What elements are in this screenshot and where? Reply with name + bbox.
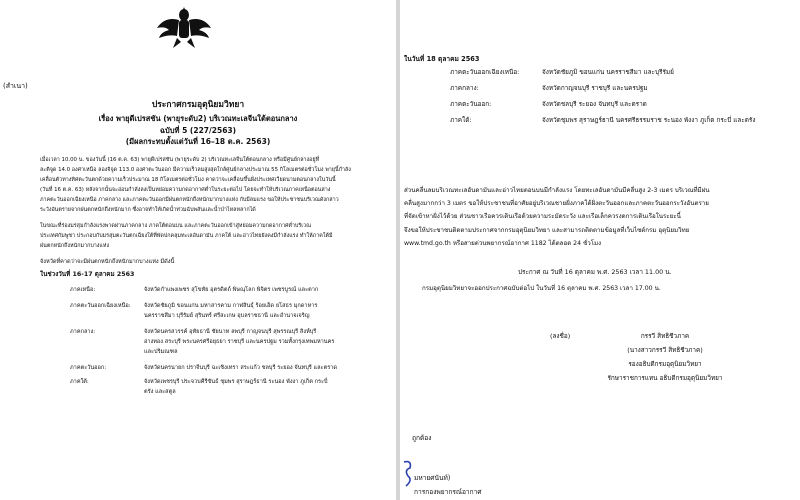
next-issue-notice: กรมอุตุนิยมวิทยาจะออกประกาศฉบับต่อไป ในวันที่ 16 ตุลาคม พ.ศ. 2563 เวลา 17.00 น. [422,285,661,292]
certifier-name-fragment: มหายศนันท์) [414,474,451,482]
region-name: ภาคเหนือ: [70,287,96,293]
region-name: ภาคตะวันออก: [450,100,492,108]
warning-line: คลื่นสูงมากกว่า 3 เมตร ขอให้ประชาชนที่อาศัยอยู่บริเวณชายฝั่งภาคใต้ฝั่งตะวันออกและภาคตะวันออกระวังอันตราย [404,200,709,207]
garuda-emblem-icon [155,6,213,50]
announcement-subject: เรื่อง พายุดีเปรสชัน (พายุระดับ2) บริเวณทะเลจีนใต้ตอนกลาง [98,114,298,123]
region-provinces: จังหวัดนครนายก ปราจีนบุรี ฉะเชิงเทรา สระแก้ว ชลบุรี ระยอง จันทบุรี และตราด [144,365,337,371]
region-provinces: จังหวัดชัยภูมิ ขอนแก่น นครราชสีมา และบุรีรัมย์ [542,68,674,76]
region-name: ภาคตะวันออก: [70,365,107,371]
region-provinces: อ่างทอง สระบุรี พระนครศรีอยุธยา ราชบุรี และนครปฐม รวมทั้งกรุงเทพมหานคร [144,339,335,345]
signer-position: รองอธิบดีกรมอุตุนิยมวิทยา [628,360,702,368]
blue-signature-stamp-icon [402,458,414,488]
region-name: ภาคกลาง: [70,329,96,335]
para1-line: เมื่อเวลา 10.00 น. ของวันนี้ (16 ต.ค. 63) พายุดีเปรสชัน (พายุระดับ 2) บริเวณทะเลจีนใต้ตอนกลาง หรือมีศูนย์กลางอยู่ที่ [40,157,320,163]
region-name: ภาคกลาง: [450,84,479,92]
signer-name: กรรวี สิทธิชีวภาค [640,332,690,340]
para2-line: ในขณะที่ร่องมรสุมกำลังแรงพาดผ่านภาคกลาง ภาคใต้ตอนบน และภาคตะวันออกเข้าสู่หย่อมความกดอากาศต่ำบริเวณ [40,223,312,229]
provinces-intro: จังหวัดที่คาดว่าจะมีฝนตกหนักถึงหนักมากบางแห่ง มีดังนี้ [40,259,175,265]
warning-line: ที่จัดเข้าหาฝั่งไว้ด้วย ส่วนชาวเรือควรเดินเรือด้วยความระมัดระวัง และเรือเล็กควรงดการเดินเรือในระยะนี้ [404,213,681,220]
region-provinces: จังหวัดกำแพงเพชร สุโขทัย อุตรดิตถ์ พิษณุโลก พิจิตร เพชรบูรณ์ และตาก [144,287,319,293]
region-provinces: จังหวัดชลบุรี ระยอง จันทบุรี และตราด [542,100,647,108]
right-document-page [400,0,800,500]
agency-title: ประกาศกรมอุตุนิยมวิทยา [151,100,245,110]
warning-line: ส่วนคลื่นลมบริเวณทะเลอันดามันและอ่าวไทยตอนบนมีกำลังแรง โดยทะเลอันดามันมีคลื่นสูง 2-3 เมตร บริเวณที่มีฝน [404,187,710,194]
para2-line: ประเทศกัมพูชา ประกอบกับมรสุมตะวันตกเฉียงใต้ที่พัดปกคลุมทะเลอันดามัน ภาคใต้ และอ่าวไทยยังคงมีกำลังแรง ทำให้ภาคใต้มี [40,233,333,239]
certifier-division-fragment: การกองพยากรณ์อากาศ [414,488,482,496]
region-name: ภาคตะวันออกเฉียงเหนือ: [450,68,520,76]
announcement-date: ประกาศ ณ วันที่ 16 ตุลาคม พ.ศ. 2563 เวลา 11.00 น. [518,268,672,276]
region-provinces: จังหวัดชัยภูมิ ขอนแก่น มหาสารคาม กาฬสินธุ์ ร้อยเอ็ด ยโสธร มุกดาหาร [144,303,318,309]
warning-line: จึงขอให้ประชาชนติดตามประกาศจากกรมอุตุนิยมวิทยา และสามารถติดตามข้อมูลที่เว็บไซต์กรม อุตุนิยมวิทย [404,227,690,234]
para2-line: ฝนตกหนักถึงหนักมากบางแห่ง [40,243,110,249]
region-provinces: จังหวัดเพชรบุรี ประจวบคีรีขันธ์ ชุมพร สุราษฎร์ธานี ระนอง พังงา ภูเก็ต กระบี่ [144,379,328,385]
issue-number: ฉบับที่ 5 (227/2563) [159,126,237,135]
region-provinces: จังหวัดนครสวรรค์ อุทัยธานี ชัยนาท ลพบุรี กาญจนบุรี สุพรรณบุรี สิงห์บุรี [144,329,317,335]
region-provinces: จังหวัดกาญจนบุรี ราชบุรี และนครปฐม [542,84,648,92]
region-provinces: นครราชสีมา บุรีรัมย์ สุรินทร์ ศรีสะเกษ อุบลราชธานี และอำนาจเจริญ [144,313,310,319]
region-name: ภาคใต้: [70,379,89,385]
region-name: ภาคตะวันออกเฉียงเหนือ: [70,303,131,309]
effective-period: (มีผลกระทบตั้งแต่วันที่ 16–18 ต.ค. 2563) [125,137,271,146]
signer-position-acting: รักษาราชการแทน อธิบดีกรมอุตุนิยมวิทยา [607,374,723,382]
para1-line: ภาคตะวันออกเฉียงเหนือ ภาคกลาง และภาคตะวันออกมีฝนตกหนักถึงหนักมากบางแห่ง กับมีลมแรง ขอให้ประชาชนบริเวณดังกล่าว [40,197,339,203]
para1-line: ระวังอันตรายจากฝนตกหนักถึงหนักมาก ซึ่งอาจทำให้เกิดน้ำท่วมฉับพลันและน้ำป่าไหลหลากได้ [40,207,256,213]
para1-line: ละติจูด 14.0 องศาเหนือ ลองจิจูด 113.0 องศาตะวันออก มีความเร็วลมสูงสุดใกล้ศูนย์กลางประมาณ 55 กิโลเมตรต่อชั่วโมง พายุนี้กำลัง [40,167,351,173]
period-label: ในวันที่ 18 ตุลาคม 2563 [404,55,480,63]
period-label: ในช่วงวันที่ 16-17 ตุลาคม 2563 [40,271,135,278]
region-provinces: และปริมณฑล [144,349,178,355]
signer-full-name: (นางสาวกรรวี สิทธิชีวภาค) [627,346,703,354]
region-provinces: จังหวัดชุมพร สุราษฎร์ธานี นครศรีธรรมราช ระนอง พังงา ภูเก็ต กระบี่ และตรัง [542,116,756,124]
certified-label: ถูกต้อง [412,434,432,442]
signed-label: (ลงชื่อ) [550,332,571,340]
left-document-page [0,0,396,500]
region-name: ภาคใต้: [450,116,472,124]
region-provinces: ตรัง และสตูล [144,389,176,395]
para1-line: (วันที่ 16 ต.ค. 63) หลังจากนั้นจะอ่อนกำลังลงเป็นหย่อมความกดอากาศต่ำในระยะต่อไป โดยจะทำให้บริเวณภาคเหนือตอนล่าง [40,187,331,193]
warning-line: www.tmd.go.th หรือสายด่วนพยากรณ์อากาศ 1182 ได้ตลอด 24 ชั่วโมง [404,240,602,247]
copy-label: (สำเนา) [3,82,28,90]
para1-line: เคลื่อนตัวทางทิศตะวันตกด้วยความเร็วประมาณ 18 กิโลเมตรต่อชั่วโมง คาดว่าจะเคลื่อนขึ้นฝั่งประเทศเวียดนามตอนกลางในวันนี้ [40,177,336,183]
